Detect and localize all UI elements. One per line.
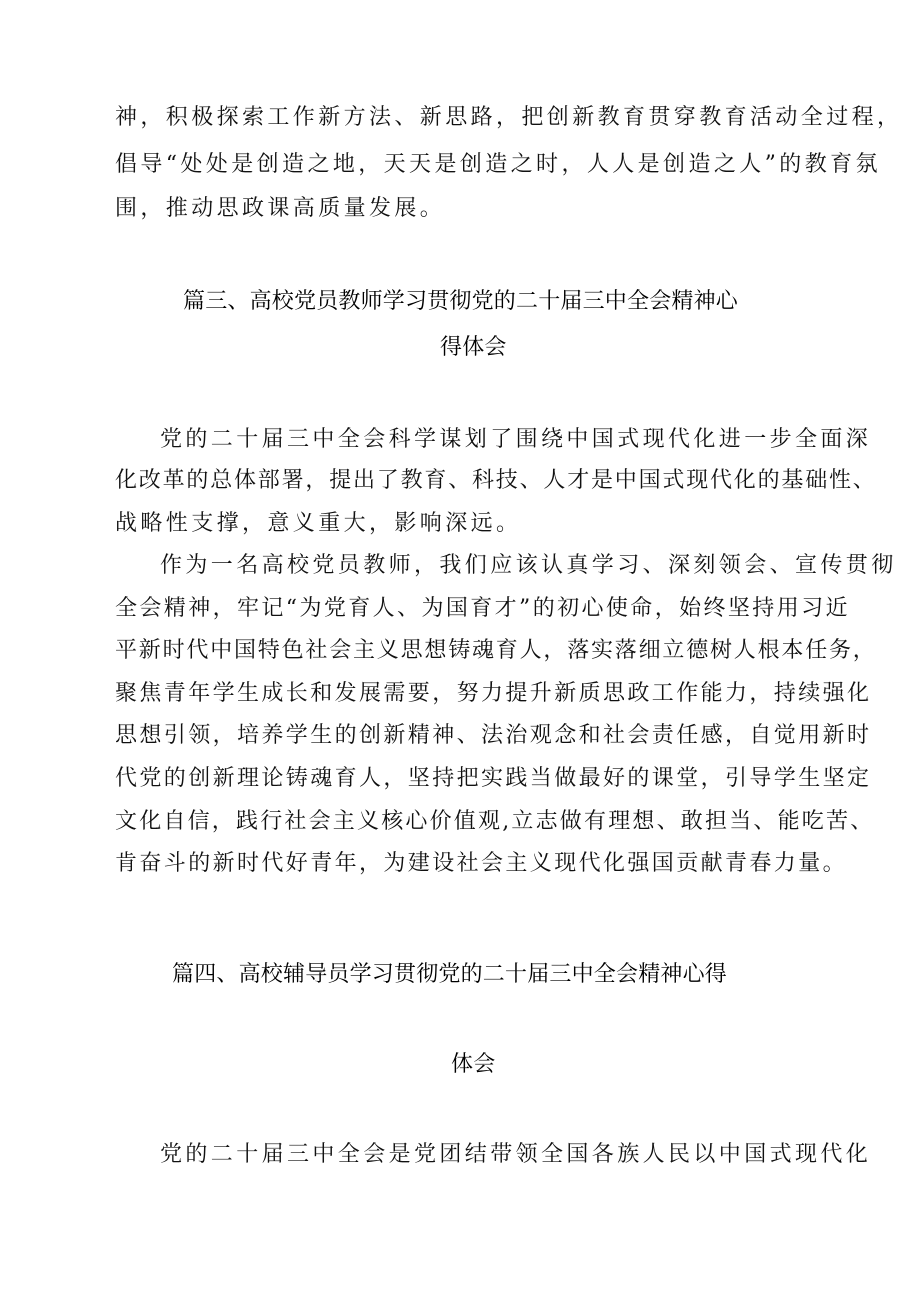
body-text-line: 肯奋斗的新时代好青年，为建设社会主义现代化强国贡献青春力量。 — [115, 851, 848, 876]
body-text-line: 化改革的总体部署，提出了教育、科技、人才是中国式现代化的基础性、 — [115, 468, 877, 493]
body-text-line: 全会精神，牢记“为党育人、为国育才”的初心使命，始终坚持用习近 — [115, 596, 850, 621]
body-text-line: 神，积极探索工作新方法、新思路，把创新教育贯穿教育活动全过程， — [115, 105, 903, 130]
paragraph-first-line: 党的二十届三中全会是党团结带领全国各族人民以中国式现代化 — [160, 1142, 872, 1167]
body-text-line: 战略性支撑，意义重大，影响深远。 — [115, 511, 522, 536]
body-text-line: 思想引领，培养学生的创新精神、法治观念和社会责任感，自觉用新时 — [115, 723, 872, 748]
body-text-line: 聚焦青年学生成长和发展需要，努力提升新质思政工作能力，持续强化 — [115, 681, 872, 706]
body-text-line: 文化自信，践行社会主义核心价值观,立志做有理想、敢担当、能吃苦、 — [115, 809, 875, 834]
body-text-line: 代党的创新理论铸魂育人，坚持把实践当做最好的课堂，引导学生坚定 — [115, 766, 872, 791]
section-heading: 篇四、高校辅导员学习贯彻党的二十届三中全会精神心得 — [172, 962, 728, 987]
section-heading-continued: 体会 — [451, 1052, 496, 1077]
section-heading: 篇三、高校党员教师学习贯彻党的二十届三中全会精神心 — [183, 289, 739, 314]
paragraph-first-line: 党的二十届三中全会科学谋划了围绕中国式现代化进一步全面深 — [160, 427, 872, 452]
section-heading-continued: 得体会 — [440, 335, 507, 360]
paragraph-first-line: 作为一名高校党员教师，我们应该认真学习、深刻领会、宣传贯彻 — [160, 553, 897, 578]
body-text-line: 倡导“处处是创造之地，天天是创造之时，人人是创造之人”的教育氛 — [115, 152, 881, 177]
body-text-line: 围，推动思政课高质量发展。 — [115, 196, 446, 221]
body-text-line: 平新时代中国特色社会主义思想铸魂育人，落实落细立德树人根本任务， — [115, 638, 877, 663]
